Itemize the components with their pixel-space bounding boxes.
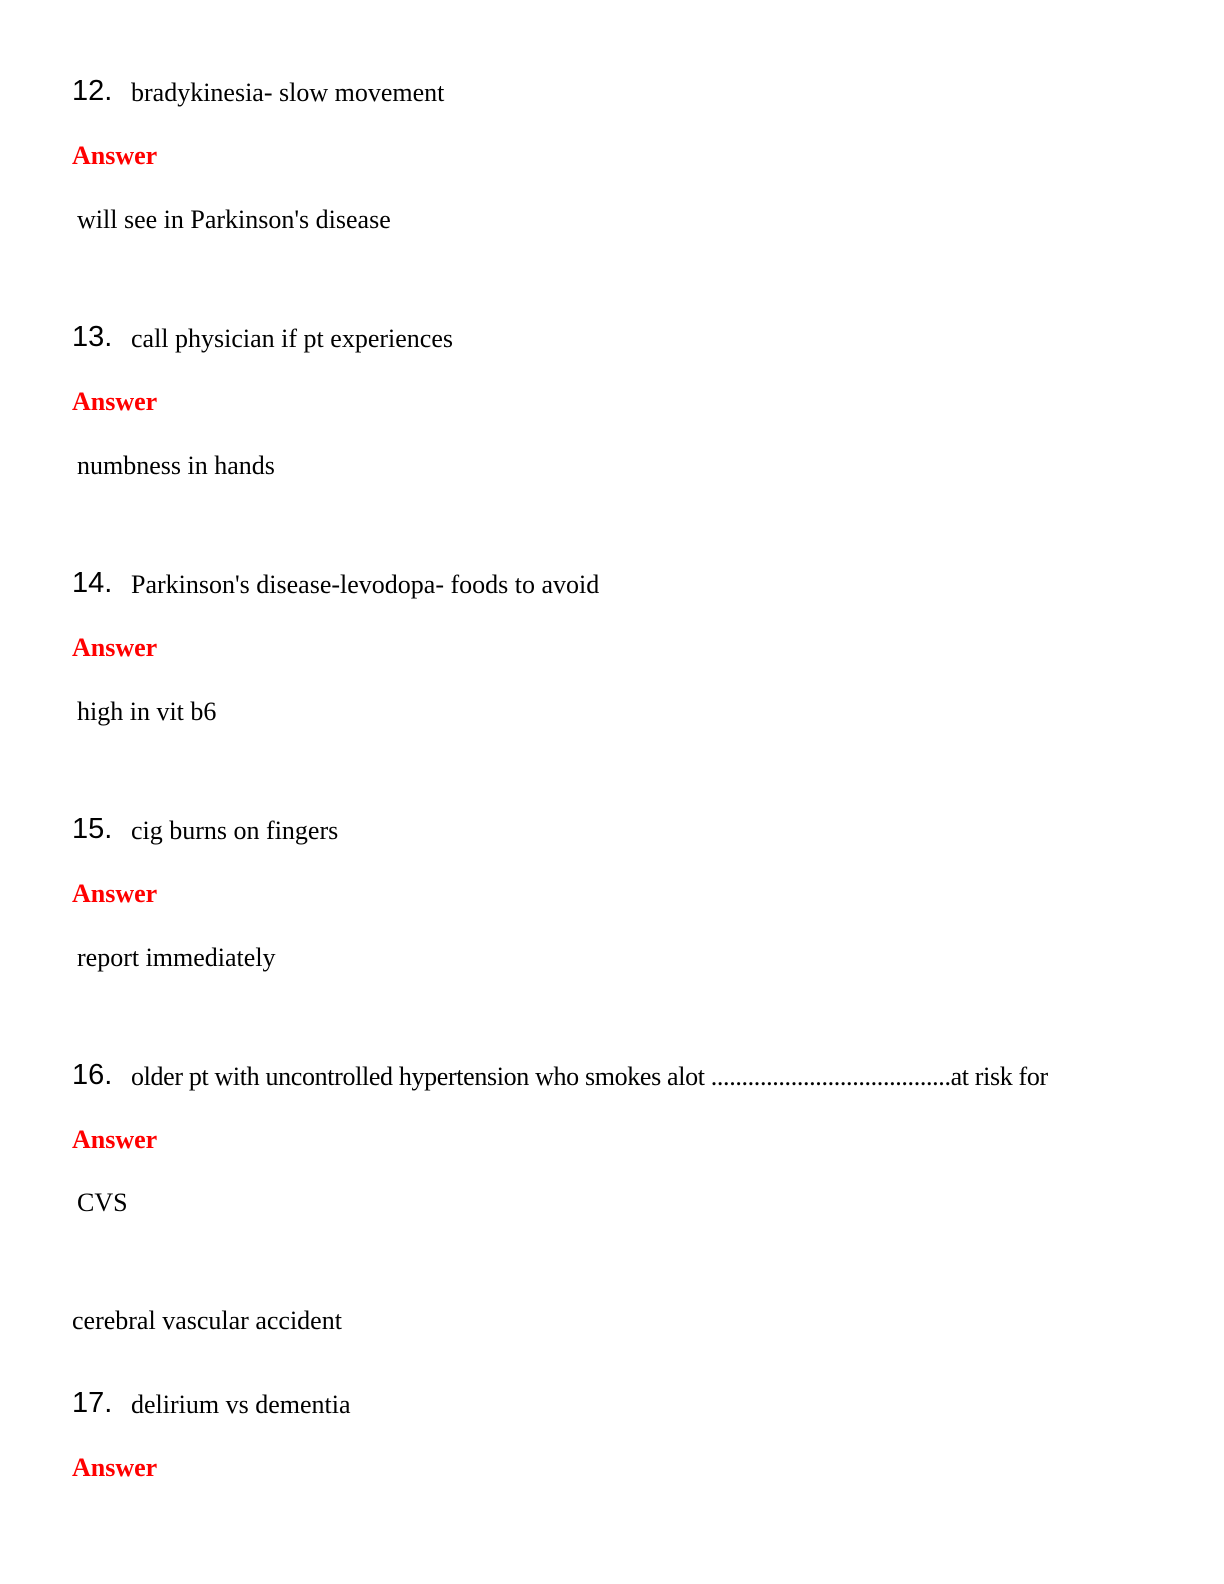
question-number: 12.	[72, 75, 113, 107]
question-text: older pt with uncontrolled hypertension who smokes alot .......................................at risk for	[131, 1062, 1048, 1091]
answer-text: will see in Parkinson's disease	[77, 205, 391, 234]
answer-text: numbness in hands	[77, 451, 275, 480]
answer-label: Answer	[72, 633, 158, 662]
question-number: 16.	[72, 1059, 113, 1091]
answer-label: Answer	[72, 141, 158, 170]
answer-label: Answer	[72, 387, 158, 416]
answer-label: Answer	[72, 1125, 158, 1154]
answer-note: cerebral vascular accident	[72, 1306, 342, 1335]
question-number: 14.	[72, 567, 113, 599]
question-text: delirium vs dementia	[131, 1390, 351, 1419]
question-number: 17.	[72, 1387, 113, 1419]
question-number: 15.	[72, 813, 113, 845]
answer-text: report immediately	[77, 943, 276, 972]
question-text: call physician if pt experiences	[131, 324, 453, 353]
question-number: 13.	[72, 321, 113, 353]
answer-label: Answer	[72, 879, 158, 908]
answer-text: high in vit b6	[77, 697, 217, 726]
answer-text: CVS	[77, 1188, 128, 1217]
question-text: cig burns on fingers	[131, 816, 339, 845]
answer-label: Answer	[72, 1453, 158, 1482]
question-text: bradykinesia- slow movement	[131, 78, 445, 107]
question-text: Parkinson's disease-levodopa- foods to avoid	[131, 570, 600, 599]
